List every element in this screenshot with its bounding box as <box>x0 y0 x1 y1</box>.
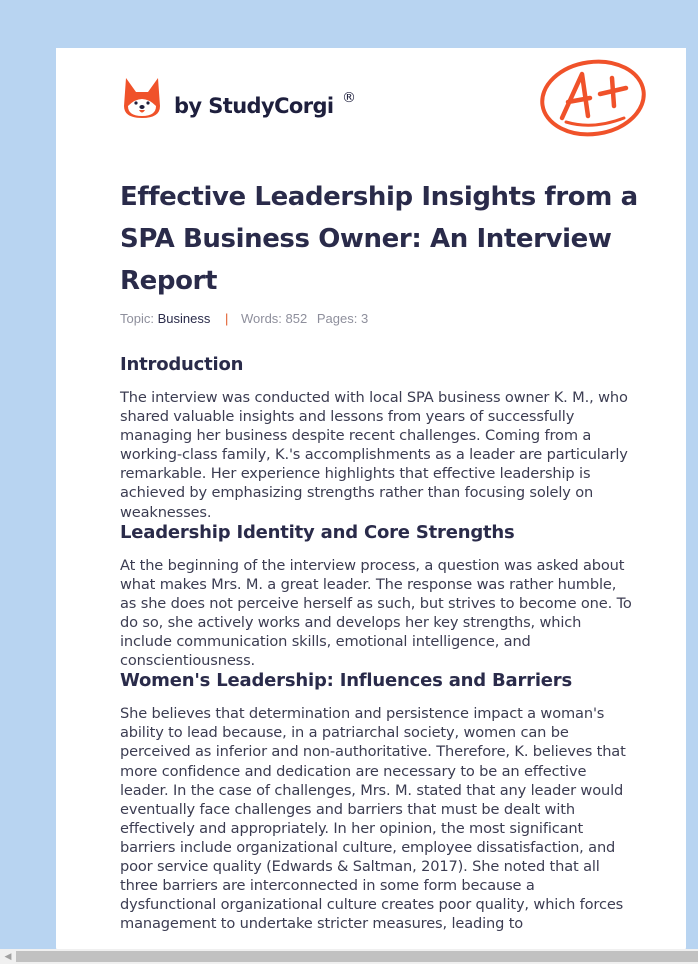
word-count: Words: 852 <box>240 311 308 326</box>
document-body <box>120 352 634 933</box>
section-heading-introduction: Introduction <box>120 354 244 375</box>
section-paragraph-leadership-identity: At the beginning of the interview process, a question was asked about what makes Mrs. M. a great leader. The response was rather humble, as she does not perceive herself as such, but strives to become one. To do so, she actively works and develops her key strengths, which include communication skills, emotional intelligence, and conscientiousness. <box>120 556 632 670</box>
horizontal-scrollbar[interactable] <box>0 949 698 964</box>
scrollbar-thumb[interactable] <box>16 951 698 962</box>
document-meta <box>120 311 368 326</box>
section-paragraph-introduction: The interview was conducted with local SPA business owner K. M., who shared valuable insights and lessons from years of successfully managing her business despite recent challenges. Coming from a working-class family, K.'s accomplishments as a leader are particularly remarkable. Her experience highlights that effective leadership is achieved by emphasizing strengths rather than focusing solely on weaknesses. <box>120 389 628 521</box>
brand-name: by StudyCorgi <box>174 94 334 118</box>
meta-separator: | <box>224 311 229 326</box>
document-card <box>56 48 686 953</box>
section-heading-womens-leadership: Women's Leadership: Influences and Barriers <box>120 670 572 692</box>
topic-link[interactable]: Business <box>157 311 211 326</box>
corgi-logo-icon <box>122 76 162 120</box>
section-heading-leadership-identity: Leadership Identity and Core Strengths <box>120 521 515 543</box>
scroll-left-arrow-icon[interactable]: ◀ <box>4 951 12 961</box>
document-title: Effective Leadership Insights from a SPA Business Owner: An Interview Report <box>120 182 638 296</box>
topic-label: Topic: <box>120 311 154 326</box>
a-plus-grade-icon <box>538 58 648 138</box>
page-count: Pages: 3 <box>316 311 369 326</box>
section-paragraph-womens-leadership: She believes that determination and persistence impact a woman's ability to lead because, in a patriarchal society, women can be perceived as inferior and non-authoritative. Therefore, K. believes that more confidence and dedication are necessary to be an effective leader. In the case of challenges, Mrs. M. stated that any leader would eventually face challenges and barriers that must be dealt with effectively and appropriately. In her opinion, the most significant barriers include organizational culture, employee dissatisfaction, and poor service quality (Edwards & Saltman, 2017). She noted that all three barriers are interconnected in some form because a dysfunctional organizational culture creates poor quality, which forces management to undertake stricter measures, leading to <box>120 705 626 933</box>
registered-mark: ® <box>342 90 356 106</box>
